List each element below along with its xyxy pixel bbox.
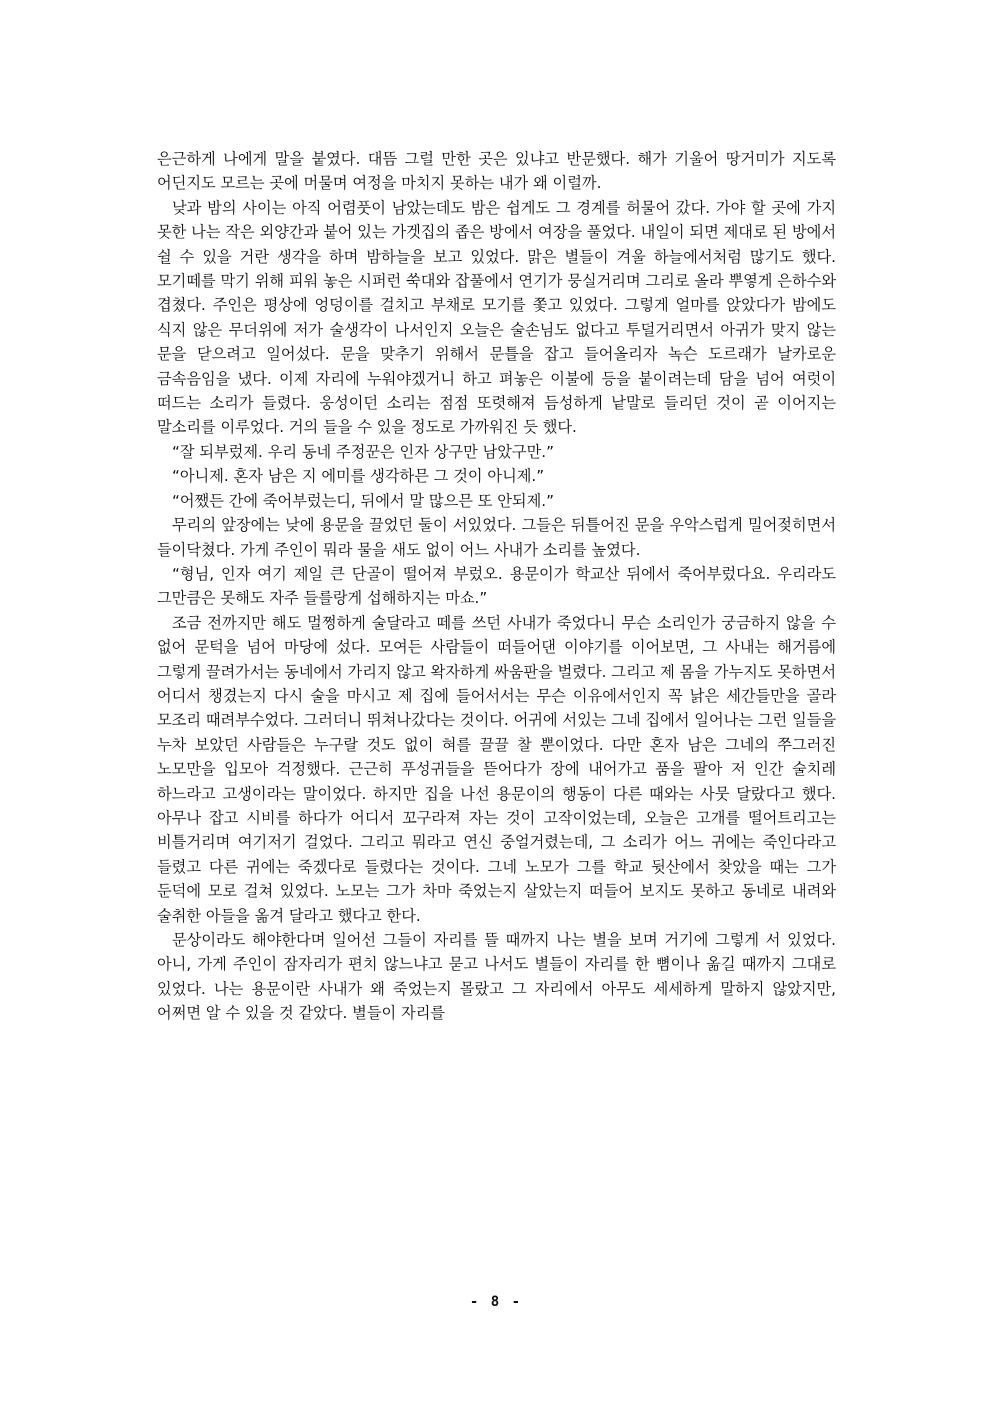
paragraph: 문상이라도 해야한다며 일어선 그들이 자리를 뜰 때까지 나는 별을 보며 거기에 그렇게 서 있었다. 아니, 가게 주인이 잠자리가 편치 않느냐고 묻고 나서도 별들이 자리를 한 뼘이나 옮길 때까지 그대로 있었다. 나는 용문이란 사내가 왜 죽었는지 몰랐고 그 자리에서 아무도 세세하게 말하지 않았지만, 어쩌면 알 수 있을 것 같았다. 별들이 자리를: [157, 931, 836, 1023]
body-text: [157, 147, 836, 1026]
paragraph: 은근하게 나에게 말을 붙였다. 대뜸 그럴 만한 곳은 있냐고 반문했다. 해가 기울어 땅거미가 지도록 어딘지도 모르는 곳에 머물며 여정을 마치지 못하는 내가 왜 이럴까.: [157, 150, 836, 193]
dialogue-line: “어쨌든 간에 죽어부렀는디, 뒤에서 말 많으믄 또 안되제.”: [172, 491, 554, 510]
paragraph: 낮과 밤의 사이는 아직 어렴풋이 남았는데도 밤은 쉽게도 그 경계를 허물어 갔다. 가야 할 곳에 가지 못한 나는 작은 외양간과 붙어 있는 가겟집의 좁은 방에서 여장을 풀었다. 내일이 되면 제대로 된 방에서 쉴 수 있을 거란 생각을 하며 밤하늘을 보고 있었다. 맑은 별들이 겨울 하늘에서처럼 많기도 했다. 모기떼를 막기 위해 피워 놓은 시퍼런 쑥대와 잡풀에서 연기가 뭉실거리며 그리로 올라 뿌옇게 은하수와 겹쳤다. 주인은 평상에 엉덩이를 걸치고 부채로 모기를 쫓고 있었다. 그렇게 얼마를 앉았다가 밤에도 식지 않은 무더위에 저가 술생각이 나서인지 오늘은 술손님도 없다고 투덜거리면서 아귀가 맞지 않는 문을 닫으려고 일어섰다. 문을 맞추기 위해서 문틀을 잡고 들어올리자 녹슨 도르래가 날카로운 금속음임을 냈다. 이제 자리에 누워야겠거니 하고 펴놓은 이불에 등을 붙이려는데 담을 넘어 여럿이 떠드는 소리가 들렸다. 웅성이던 소리는 점점 또렷해져 듬성하게 낱말로 들리던 것이 곧 이어지는 말소리를 이루었다. 거의 들을 수 있을 정도로 가까워진 듯 했다.: [157, 198, 836, 437]
dialogue-line: “형님, 인자 여기 제일 큰 단골이 떨어져 부렀오. 용문이가 학교산 뒤에서 죽어부렀다요. 우리라도 그만큼은 못해도 자주 들를랑게 섭해하지는 마쇼.”: [157, 564, 836, 608]
paragraph: 조금 전까지만 해도 멀쩡하게 술달라고 떼를 쓰던 사내가 죽었다니 무슨 소리인가 궁금하지 않을 수 없어 문턱을 넘어 마당에 섰다. 모여든 사람들이 떠들어댄 이야기를 이어보면, 그 사내는 해거름에 그렇게 끌려가서는 동네에서 가리지 않고 왁자하게 싸움판을 벌렸다. 그리고 제 몸을 가누지도 못하면서 어디서 챙겼는지 다시 술을 마시고 제 집에 들어서서는 무슨 이유에서인지 꼭 낡은 세간들만을 골라 모조리 때려부수었다. 그러더니 뛰쳐나갔다는 것이다. 어귀에 서있는 그네 집에서 일어나는 그런 일들을 누차 보았던 사람들은 누구랄 것도 없이 혀를 끌끌 찰 뿐이었다. 다만 혼자 남은 그네의 쭈그러진 노모만을 입모아 걱정했다. 근근히 푸성귀들을 뜯어다가 장에 내어가고 품을 팔아 저 인간 술치레 하느라고 고생이라는 말이었다. 하지만 집을 나선 용문이의 행동이 다른 때와는 사뭇 달랐다고 했다. 아무나 잡고 시비를 하다가 어디서 꼬구라져 자는 것이 고작이었는데, 오늘은 고개를 떨어트리고는 비틀거리며 여기저기 걸었다. 그리고 뭐라고 연신 중얼거렸는데, 그 소리가 어느 귀에는 죽인다라고 들렸고 다른 귀에는 죽겠다로 들렸다는 것이다. 그네 노모가 그를 학교 뒷산에서 찾았을 때는 그가 둔덕에 모로 걸쳐 있었다. 노모는 그가 차마 죽었는지 살았는지 떠들어 보지도 못하고 동네로 내려와 술취한 아들을 옮겨 달라고 했다고 한다.: [157, 613, 836, 925]
dialogue-line: “아니제. 혼자 남은 지 에미를 생각하믄 그 것이 아니제.”: [172, 467, 545, 486]
paragraph: 무리의 앞장에는 낮에 용문을 끌었던 둘이 서있었다. 그들은 뒤틀어진 문을 우악스럽게 밀어젖히면서 들이닥쳤다. 가게 주인이 뭐라 물을 새도 없이 어느 사내가 소리를 높였다.: [157, 516, 836, 559]
dialogue-line: “잘 되부렀제. 우리 동네 주정꾼은 인자 상구만 남았구만.”: [172, 442, 554, 461]
page-number: - 8 -: [469, 1294, 523, 1310]
